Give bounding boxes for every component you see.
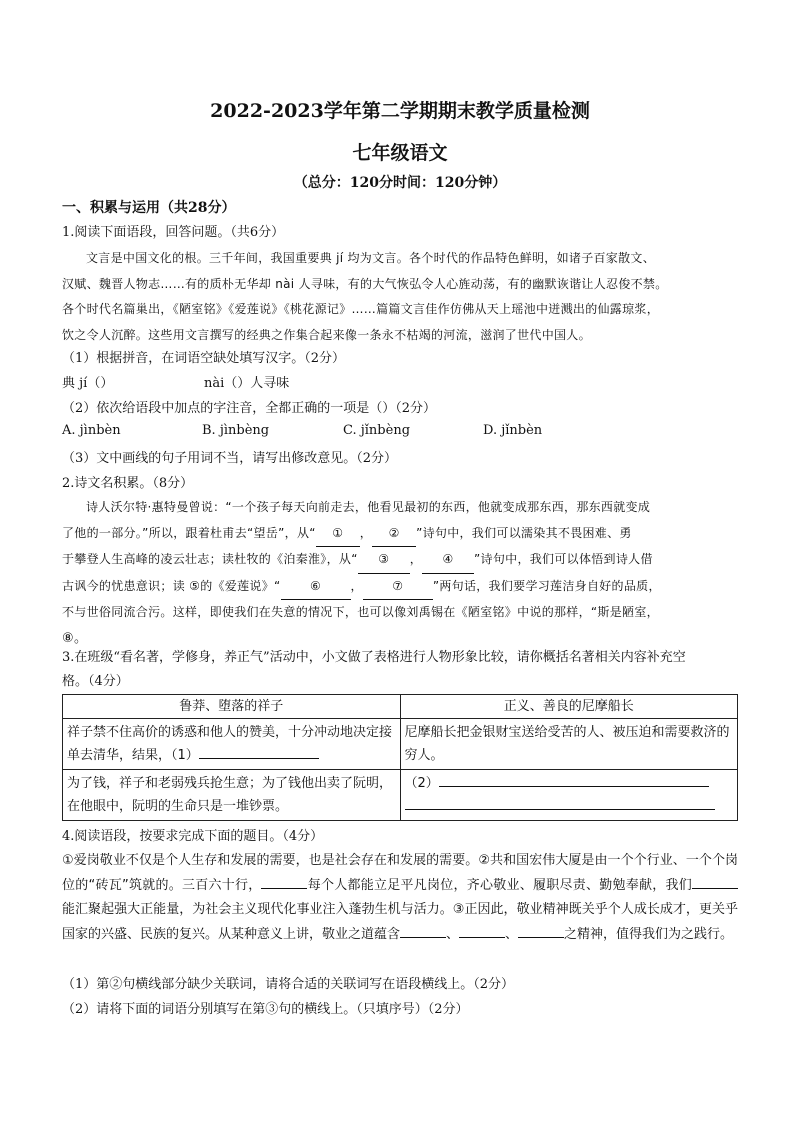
q2-text: ， — [409, 552, 423, 566]
q1-sub3: （3）文中画线的句子用词不当，请写出修改意见。（2分） — [62, 451, 398, 466]
q1-options — [62, 423, 738, 445]
fill-blank-ji[interactable]: 典 jí（） — [62, 376, 114, 391]
q1-passage-line: 各个时代名篇巢出，《陋室铭》《爱莲说》《桃花源记》……篇篇文言佳作仿佛从天上瑶池中迸溅出的仙露琼浆， — [62, 302, 660, 316]
table-header: 鲁莽、堕落的祥子 — [63, 695, 401, 719]
q2-text: 了他的一部分。”所以，跟着杜甫去“望岳”，从“ — [62, 525, 316, 540]
q1-sub1: （1）根据拼音，在词语空缺处填写汉字。（2分） — [62, 351, 346, 366]
fill-blank-nai[interactable]: nài（）人寻味 — [204, 376, 290, 391]
q4-text: 每个人都能立足平凡岗位，齐心敬业、履职尽责、勤勉奉献，我们 — [307, 877, 692, 893]
q3-stem-line: 格。（4分） — [62, 674, 129, 689]
blank-8[interactable]: ⑧。 — [62, 630, 88, 646]
option-d[interactable]: D. jǐnbèn — [483, 423, 543, 438]
q4-blank-e[interactable] — [518, 937, 564, 938]
q4-blank-c[interactable] — [400, 937, 446, 938]
section-heading: 一、积累与运用（共28分） — [62, 200, 236, 216]
q4-sub1: （1）第②句横线部分缺少关联词，请将合适的关联词写在语段横线上。（2分） — [62, 977, 515, 992]
q4-blank-a[interactable] — [261, 888, 307, 889]
q4-para — [62, 849, 738, 947]
exam-title: 2022-2023学年第二学期期末教学质量检测 — [210, 100, 590, 122]
q2-text: ， — [359, 525, 373, 540]
q2-text: 古讽今的忧患意识；读 — [62, 578, 190, 593]
q2-text: 的《爱莲说》“ — [200, 578, 281, 593]
table-cell — [400, 770, 738, 821]
q4-blank-d[interactable] — [459, 937, 505, 938]
q2-text: ”两句话，我们要学习莲洁身自好的品质， — [432, 578, 661, 593]
q1-sub2: （2）依次给语段中加点的字注音，全都正确的一项是（）（2分） — [62, 401, 437, 416]
q1-fill-row — [62, 371, 738, 396]
q4-text: 、 — [505, 926, 519, 942]
blank-3[interactable]: ③ — [358, 547, 410, 574]
q2-text: ， — [350, 578, 363, 593]
comparison-table — [62, 694, 738, 821]
option-c[interactable]: C. jǐnbèng — [343, 423, 411, 438]
q4-blank-b[interactable] — [692, 888, 738, 889]
q1-passage — [62, 246, 738, 348]
q1-passage-line: 饮之令人沉醉。这些用文言撰写的经典之作集合起来像一条永不枯竭的河流，滋润了世代中国人。 — [62, 327, 591, 342]
q4-text: 、 — [446, 926, 460, 942]
blank-1[interactable]: ① — [316, 521, 360, 548]
blank-4[interactable]: ④ — [422, 547, 474, 574]
table-row — [63, 770, 738, 821]
table-header-row — [63, 695, 738, 719]
q2-line — [62, 574, 738, 601]
blank-6[interactable]: ⑥ — [281, 574, 351, 601]
q4-stem: 4.阅读语段，按要求完成下面的题目。（4分） — [62, 829, 324, 844]
blank-7[interactable]: ⑦ — [363, 574, 433, 601]
blank-2[interactable]: ② — [372, 521, 416, 548]
q4-text: ①爱岗敬业不仅是个人生存和发展的需要，也是社会存在和发展的需要。②共和国宏伟大厦是由一个个行业、一个个岗位的“砖瓦”筑就的。三百六十行， — [62, 853, 738, 893]
q1-stem: 1.阅读下面语段，回答问题。（共6分） — [62, 225, 285, 240]
q4-sub2: （2）请将下面的词语分别填写在第③句的横线上。（只填序号）（2分） — [62, 1002, 469, 1017]
q2-passage — [62, 495, 738, 651]
q1-passage-line: 文言是中国文化的根。三千年间，我国重要典 jí 均为文言。各个时代的作品特色鲜明，如诸子百家散文、 — [86, 251, 656, 265]
q2-text: ”诗句中，我们可以濡染其不畏困难、勇 — [416, 525, 632, 540]
table-header: 正义、善良的尼摩船长 — [400, 695, 738, 719]
q1-passage-line: 汉赋、魏晋人物志……有的质朴无华却 nài 人寻味，有的大气恢弘令人心旌动荡，有的幽默诙谐让人忍俊不禁。 — [62, 276, 668, 291]
q2-text: ”诗句中，我们可以体悟到诗人借 — [474, 552, 653, 566]
q4-text: 能汇聚起强大正能量，为社会主义现代化事业注入蓬勃生机与活力。③正因此，敬业精神既关乎个人成长成才，更关乎国家的兴盛、民族的复兴。从某种意义上讲，敬业之道蕴含 — [62, 902, 738, 942]
q3-stem-line: 3.在班级“看名著，学修身，养正气”活动中，小文做了表格进行人物形象比较，请你概括名著相关内容补充空 — [62, 650, 686, 665]
q2-text: 于攀登人生高峰的凌云壮志；读杜牧的《泊秦淮》，从“ — [62, 552, 358, 566]
cell-text: （2） — [404, 776, 439, 791]
blank-5[interactable]: ⑤ — [189, 578, 201, 593]
q2-line: 诗人沃尔特·惠特曼曾说：“一个孩子每天向前走去，他看见最初的东西，他就变成那东西，那东西就变成 — [86, 500, 651, 514]
q4-passage — [62, 849, 738, 947]
table-row — [63, 719, 738, 770]
q2-line — [62, 547, 738, 574]
table-cell: 为了钱，祥子和老弱残兵抢生意；为了钱他出卖了阮明，在他眼中，阮明的生命只是一堆钞票。 — [63, 770, 401, 821]
cell-text: 祥子禁不住高价的诱惑和他人的赞美，十分冲动地决定接单去清华，结果，（1） — [67, 725, 393, 763]
q2-stem: 2.诗文名积累。（8分） — [62, 476, 194, 491]
answer-blank-2-cont[interactable] — [405, 809, 715, 810]
table-cell — [63, 719, 401, 770]
answer-blank-1[interactable] — [199, 758, 319, 759]
score-info: （总分：120分时间：120分钟） — [293, 175, 507, 191]
table-cell: 尼摩船长把金银财宝送给受苦的人、被压迫和需要救济的穷人。 — [400, 719, 738, 770]
q2-line: 不与世俗同流合污。这样，即使我们在失意的情况下，也可以像刘禹锡在《陋室铭》中说的那样，“斯是陋室， — [62, 605, 659, 619]
option-a[interactable]: A. jìnbèn — [62, 423, 121, 438]
exam-subtitle: 七年级语文 — [352, 142, 448, 164]
q2-line — [62, 521, 738, 548]
answer-blank-2[interactable] — [439, 786, 709, 787]
option-b[interactable]: B. jìnbèng — [202, 423, 270, 438]
q4-text: 之精神，值得我们为之践行。 — [564, 926, 734, 942]
